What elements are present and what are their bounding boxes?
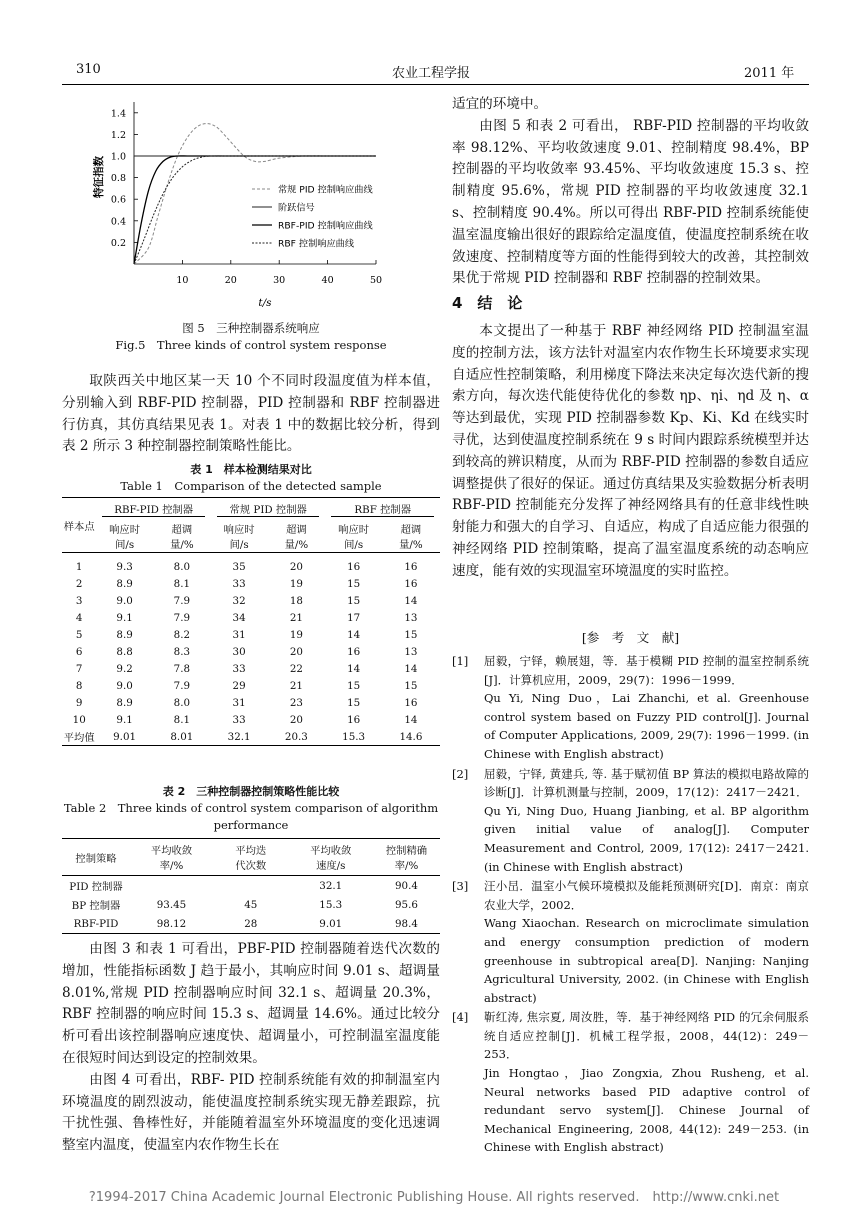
figure-5 xyxy=(84,100,416,314)
legend-label: RBF 控制响应曲线 xyxy=(278,238,355,250)
x-tick-label: 10 xyxy=(176,275,189,286)
table-cell: 14.6 xyxy=(399,730,423,743)
table-row xyxy=(62,626,440,643)
table-2-header: 平均收敛速度/s xyxy=(310,845,352,872)
table-row xyxy=(62,643,440,660)
table-row xyxy=(62,728,440,746)
table-cell: 15 xyxy=(404,679,418,692)
table-cell: 1 xyxy=(75,560,83,573)
table-cell: 13 xyxy=(404,611,418,624)
table-cell: 2 xyxy=(75,577,83,590)
table-cell: 22 xyxy=(289,662,303,675)
table-cell: 9.3 xyxy=(116,560,133,573)
table-1-subheader: 超调量/% xyxy=(399,524,423,551)
y-tick-label: 1.0 xyxy=(110,151,126,163)
journal-name: 农业工程学报 xyxy=(392,66,471,81)
table-cell: 19 xyxy=(289,577,303,590)
table-cell: 19 xyxy=(289,628,303,641)
table-cell: 8.1 xyxy=(173,577,191,590)
reference-item xyxy=(452,877,809,1007)
table-cell: 30 xyxy=(232,645,246,658)
figure-5-caption-en: Fig.5 Three kinds of control system response xyxy=(115,338,387,352)
table-cell: 16 xyxy=(404,577,418,590)
x-tick-label: 40 xyxy=(321,275,334,286)
table-cell: 8.9 xyxy=(116,696,133,709)
table-cell: 32.1 xyxy=(319,879,343,892)
table-cell: 8.8 xyxy=(116,645,133,658)
x-tick-label: 50 xyxy=(369,275,383,286)
table-1-group: RBF 控制器 xyxy=(331,501,434,517)
table-cell: RBF-PID xyxy=(73,917,119,930)
table-1-subheader: 响应时间/s xyxy=(109,524,141,551)
table-2-header: 控制策略 xyxy=(75,852,117,865)
table-cell: 17 xyxy=(347,611,361,624)
figure-5-caption xyxy=(62,320,440,354)
reference-en: Qu Yi, Ning Duo，Lai Zhanchi, et al. Greenhouse control system based on Fuzzy PID control[J]. Journal of Computer Applications, 2009, 29(7): 1996－1999. (in Chinese with English abstract) xyxy=(484,691,809,761)
left-paragraph-1 xyxy=(62,371,440,458)
table-cell: 16 xyxy=(404,560,418,573)
header-year: 2011 年 xyxy=(744,66,795,81)
y-tick-label: 0.4 xyxy=(110,216,126,228)
table-cell: 15 xyxy=(347,577,361,590)
reference-cn: 汪小旵．温室小气候环境模拟及能耗预测研究[D]．南京：南京农业大学，2002． xyxy=(484,879,809,912)
table-cell: 15.3 xyxy=(319,898,343,911)
table-cell: 8.0 xyxy=(173,560,191,573)
reference-number: [1] xyxy=(452,654,469,668)
table-cell: 7.9 xyxy=(173,611,191,624)
table-cell: 16 xyxy=(347,645,361,658)
table-cell: 16 xyxy=(347,560,361,573)
table-1-row-header: 样本点 xyxy=(62,498,96,553)
right-paragraphs xyxy=(452,94,809,290)
table-row xyxy=(62,895,440,914)
table-row xyxy=(62,553,440,576)
references-title: [参 考 文 献] xyxy=(581,630,680,645)
y-tick-label: 1.2 xyxy=(110,129,126,141)
table-row xyxy=(62,694,440,711)
table-2-header: 平均收敛率/% xyxy=(150,845,193,872)
table-cell: 13 xyxy=(404,645,418,658)
x-tick-label: 30 xyxy=(273,275,286,286)
table-1-caption-en: Table 1 Comparison of the detected sample xyxy=(120,479,382,493)
table-cell: 8 xyxy=(75,679,83,692)
table-row xyxy=(62,711,440,728)
x-tick-label: 20 xyxy=(224,275,237,286)
table-row xyxy=(62,609,440,626)
table-cell: 7.8 xyxy=(173,662,191,675)
table-cell: 4 xyxy=(75,611,83,624)
reference-number: [4] xyxy=(452,1010,469,1025)
table-1-subheader: 响应时间/s xyxy=(338,524,370,551)
reference-en: Qu Yi, Ning Duo, Huang Jianbing, et al. BP algorithm given initial value of analog[J]. Computer Measurement and Control, 2009, 17(12): 2417－2421. (in Chinese with English abstract) xyxy=(484,803,809,874)
reference-cn: 屈毅，宁铎，赖展翅，等．基于模糊 PID 控制的温室控制系统[J]．计算机应用，2009，29(7)：1996－1999． xyxy=(484,654,809,687)
legend-label: 常规 PID 控制响应曲线 xyxy=(278,184,373,196)
reference-number: [3] xyxy=(452,879,469,894)
paragraph-sample-intro: 取陕西关中地区某一天 10 个不同时段温度值为样本值，分别输入到 RBF-PID 控制器，PID 控制器和 RBF 控制器进行仿真，其仿真结果见表 1。对表 1 中的数据比较分析，得到表 2 所示 3 种控制器控制策略性能比。 xyxy=(62,373,440,455)
table-row xyxy=(62,660,440,677)
table-1-group: 常规 PID 控制器 xyxy=(217,501,320,517)
table-row xyxy=(62,677,440,694)
table-cell: 15 xyxy=(404,628,418,641)
paragraph-fig4-analysis: 由图 4 可看出，RBF- PID 控制系统能有效的抑制温室内环境温度的剧烈波动，能使温度控制系统实现无静差跟踪，抗干扰性强、鲁棒性好，并能随着温室外环境温度的变化迅速调整室内温度，使温室内农作物生长在 xyxy=(62,1071,440,1154)
table-cell xyxy=(213,876,289,896)
figure-5-caption-cn: 图 5 三种控制器系统响应 xyxy=(182,321,320,335)
y-axis-label: 特征指数 xyxy=(93,156,105,198)
table-cell: 14 xyxy=(404,713,418,726)
table-cell: 16 xyxy=(347,713,361,726)
y-tick-label: 0.6 xyxy=(110,194,126,206)
table-cell: 18 xyxy=(289,594,303,607)
table-1-group: RBF-PID 控制器 xyxy=(102,501,205,517)
table-cell: 9 xyxy=(75,696,83,709)
table-cell: 10 xyxy=(72,713,86,726)
paragraph-table1-analysis: 由图 3 和表 1 可看出，PBF-PID 控制器随着迭代次数的增加，性能指标函数 J 趋于最小，其响应时间 9.01 s、超调量 8.01%,常规 PID 控制器响应时间 32.1 s、超调量 20.3%，RBF 控制器的响应时间 15.3 s、超调量 14.6%。通过比较分析可看出该控制器响应速度快、超调量小，可控制温室温度能在很短时间达到设定的控制效果。 xyxy=(62,941,440,1066)
table-cell: 32.1 xyxy=(227,730,251,743)
reference-cn: 屈毅，宁铎, 黄建兵, 等. 基于赋初值 BP 算法的模拟电路故障的诊断[J]．计算机测量与控制，2009，17(12)：2417－2421． xyxy=(484,766,809,800)
legend-label: RBF-PID 控制响应曲线 xyxy=(278,220,373,232)
table-2-header: 平均迭代次数 xyxy=(235,845,267,872)
table-cell: 21 xyxy=(289,679,303,692)
reference-item xyxy=(452,1008,809,1157)
legend-label: 阶跃信号 xyxy=(278,202,315,214)
table-cell: 9.1 xyxy=(116,611,133,624)
table-cell: 15 xyxy=(347,696,361,709)
table-1-subheader: 响应时间/s xyxy=(223,524,255,551)
table-cell: 6 xyxy=(75,645,83,658)
table-cell: 9.0 xyxy=(116,679,133,692)
table-1-body xyxy=(62,553,440,746)
table-cell: 93.45 xyxy=(156,898,187,911)
table-cell: 9.1 xyxy=(116,713,133,726)
y-tick-label: 1.4 xyxy=(110,108,126,120)
table-cell: 90.4 xyxy=(395,879,418,892)
table-cell: 5 xyxy=(75,628,83,641)
table-cell: PID 控制器 xyxy=(69,881,123,893)
table-cell: 7 xyxy=(75,662,83,675)
table-row xyxy=(62,914,440,934)
table-cell: 32 xyxy=(232,594,246,607)
reference-number: [2] xyxy=(452,766,469,781)
table-cell: 14 xyxy=(347,628,361,641)
paragraph-continued: 适宜的环境中。 xyxy=(452,96,548,112)
table-cell: 8.2 xyxy=(173,628,191,641)
copyright-footer: ?1994-2017 China Academic Journal Electronic Publishing House. All rights reserved. http://www.cnki.net xyxy=(88,1190,780,1205)
conclusion-block xyxy=(452,321,809,583)
paragraph-conclusion: 本文提出了一种基于 RBF 神经网络 PID 控制温室温度的控制方法，该方法针对温室内农作物生长环境要求实现自适应性控制策略，利用梯度下降法来决定每次迭代新的搜索方向，每次迭代能使待优化的参数 ηp、ηi、ηd 及 η、α 等达到最优，实现 PID 控制器参数 Kp、Ki、Kd 在线实时寻优，达到使温度控制系统在 9 s 时间内跟踪系统模型并达到较高的辨识精度，从而为 RBF-PID 控制器的参数自适应调整提供了很好的保证。通过仿真结果及实验数据分析表明 RBF-PID 控制能充分发挥了神经网络具有的任意非线性映射能力和强大的自学习、自适应，构成了自适应能力很强的神经网络 PID 控制策略，提高了温室温度系统的动态响应速度，能有效的实现温室环境温度的实时监控。 xyxy=(452,323,809,579)
table-cell: 34 xyxy=(232,611,246,624)
table-cell: 8.9 xyxy=(116,577,133,590)
table-row xyxy=(62,592,440,609)
table-cell: 平均值 xyxy=(63,732,95,744)
table-cell: 21 xyxy=(289,611,303,624)
table-cell: 23 xyxy=(289,696,303,709)
table-cell: 33 xyxy=(232,577,246,590)
table-cell: 20.3 xyxy=(284,730,308,743)
table-cell: 98.4 xyxy=(395,917,418,930)
header-rule xyxy=(62,84,809,85)
table-cell: BP 控制器 xyxy=(71,900,121,912)
table-cell: 35 xyxy=(232,560,246,573)
table-2-body xyxy=(62,876,440,934)
table-cell: 9.01 xyxy=(319,917,343,930)
table-cell: 14 xyxy=(404,662,418,675)
table-cell: 7.9 xyxy=(173,594,191,607)
table-cell: 15 xyxy=(347,679,361,692)
table-cell: 20 xyxy=(289,560,303,573)
table-cell: 8.1 xyxy=(173,713,191,726)
table-2-header: 控制精确率/% xyxy=(385,845,428,872)
table-row xyxy=(62,876,440,896)
reference-en: Wang Xiaochan. Research on microclimate simulation and energy consumption prediction of modern greenhouse in subtropical area[D]. Nanjing: Nanjing Agricultural University, 2002. (in Chinese with English abstract) xyxy=(484,916,809,1005)
table-cell: 33 xyxy=(232,713,246,726)
table-cell: 31 xyxy=(232,696,246,709)
table-cell: 8.3 xyxy=(173,645,191,658)
table-cell: 8.01 xyxy=(170,730,194,743)
table-cell: 45 xyxy=(244,898,258,911)
table-1-caption-cn: 表 1 样本检测结果对比 xyxy=(190,463,312,476)
table-2-caption-en: Table 2 Three kinds of control system comparison of algorithm performance xyxy=(63,801,439,832)
table-cell: 16 xyxy=(404,696,418,709)
left-paragraphs-lower xyxy=(62,939,440,1157)
table-cell: 98.12 xyxy=(156,917,187,930)
table-2 xyxy=(62,838,440,934)
table-cell: 28 xyxy=(244,917,258,930)
table-row xyxy=(62,575,440,592)
table-cell: 15 xyxy=(347,594,361,607)
table-cell: 9.01 xyxy=(113,730,137,743)
references-list xyxy=(452,652,809,1158)
table-cell: 95.6 xyxy=(395,898,418,911)
table-2-caption-cn: 表 2 三种控制器控制策略性能比较 xyxy=(162,785,340,798)
section-heading-conclusion: 4 结 论 xyxy=(452,294,523,312)
reference-item xyxy=(452,765,809,877)
table-cell: 8.9 xyxy=(116,628,133,641)
table-1-subheader: 超调量/% xyxy=(170,524,194,551)
table-cell: 15.3 xyxy=(342,730,366,743)
reference-item xyxy=(452,652,809,764)
table-cell: 33 xyxy=(232,662,246,675)
table-cell: 14 xyxy=(347,662,361,675)
table-cell: 20 xyxy=(289,713,303,726)
table-cell: 9.0 xyxy=(116,594,133,607)
y-tick-label: 0.8 xyxy=(110,173,126,185)
reference-cn: 靳红涛, 焦宗夏, 周汝胜，等．基于神经网络 PID 的冗余伺服系统自适应控制[J]．机械工程学报，2008，44(12)：249－253． xyxy=(484,1010,809,1062)
table-1 xyxy=(62,497,440,746)
table-cell: 8.0 xyxy=(173,696,191,709)
figure-5-chart xyxy=(84,100,416,314)
table-cell: 3 xyxy=(75,594,83,607)
y-tick-label: 0.2 xyxy=(110,237,126,249)
table-cell: 7.9 xyxy=(173,679,191,692)
x-axis-label: t/s xyxy=(258,297,272,309)
table-cell: 9.2 xyxy=(116,662,133,675)
table-cell: 31 xyxy=(232,628,246,641)
reference-en: Jin Hongtao，Jiao Zongxia, Zhou Rusheng, et al. Neural networks based PID adaptive control of redundant servo system[J]. Chinese Journal of Mechanical Engineering, 2008, 44(12): 249－253. (in Chinese with English abstract) xyxy=(484,1066,809,1155)
table-2-caption xyxy=(62,783,440,834)
page-number: 310 xyxy=(76,62,101,77)
table-cell: 20 xyxy=(289,645,303,658)
table-1-subheader: 超调量/% xyxy=(284,524,309,551)
paragraph-table2-analysis: 由图 5 和表 2 可看出， RBF-PID 控制器的平均收敛率 98.12%、平均收敛速度 9.01、控制精度 98.4%，BP 控制器的平均收敛率 93.45%、平均收敛速度 15.3 s、控制精度 95.6%，常规 PID 控制器的平均收敛速度 32.1 s、控制精度 90.4%。所以可得出 RBF-PID 控制系统能使温室温度输出很好的跟踪给定温度值，使温度控制系统在收敛速度、控制精度等方面的性能得到较大的改善，其控制效果优于常规 PID 控制器和 RBF 控制器的控制效果。 xyxy=(452,117,809,287)
table-cell: 14 xyxy=(404,594,418,607)
table-cell xyxy=(130,876,213,896)
table-cell: 29 xyxy=(232,679,246,692)
table-1-caption xyxy=(62,461,440,495)
